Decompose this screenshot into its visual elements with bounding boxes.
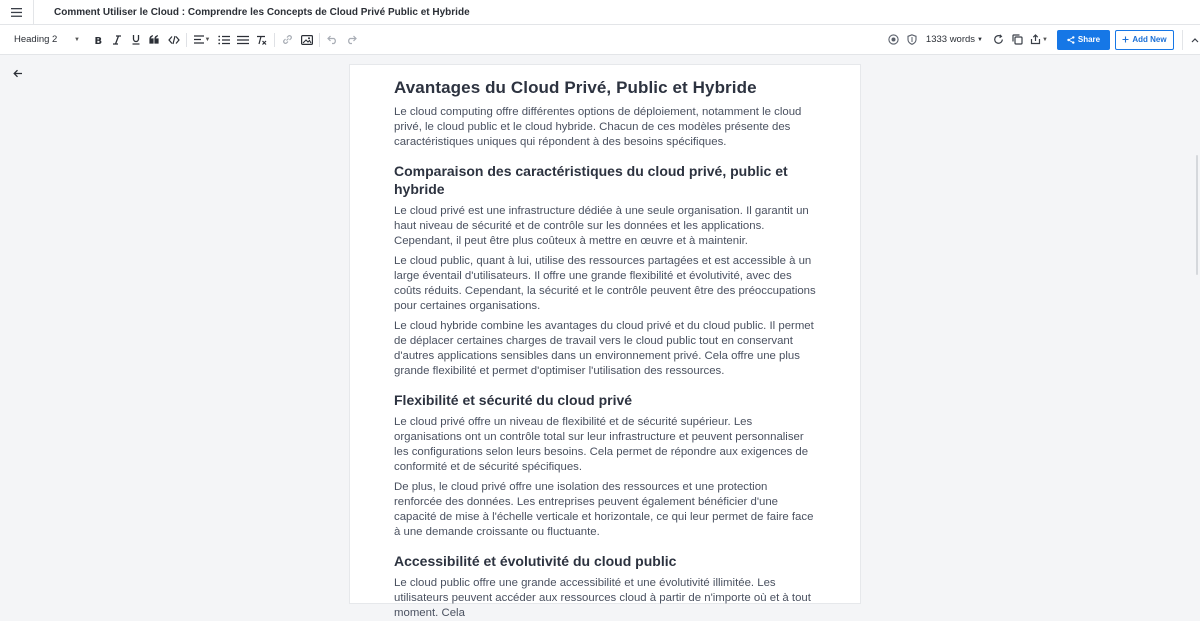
caret-down-icon: ▼ [977,36,983,43]
bold-button[interactable] [88,30,107,49]
copy-icon [1012,34,1023,45]
back-button[interactable] [10,66,26,80]
shield-icon [907,34,917,45]
quote-icon [149,35,160,44]
ordered-list-icon [218,35,230,45]
section-heading-public-cloud[interactable]: Accessibilité et évolutivité du cloud public [394,553,677,569]
editor-toolbar [0,25,1200,55]
caret-down-icon: ▼ [1042,36,1048,43]
caret-down-icon: ▼ [74,36,80,43]
section-heading-comparison[interactable]: Comparaison des caractéristiques du cloud privé, public et hybride [394,163,788,197]
collapse-toolbar-button[interactable] [1182,30,1200,50]
emoji-button[interactable] [884,30,903,49]
document-title: Comment Utiliser le Cloud : Comprendre les Concepts de Cloud Privé Public et Hybride [54,6,470,18]
document-page[interactable] [349,64,861,619]
scrollbar-thumb[interactable] [1196,155,1198,275]
caret-down-icon: ▼ [204,36,211,43]
document-heading-1[interactable]: Avantages du Cloud Privé, Public et Hybride [394,78,757,97]
shield-button[interactable] [903,30,922,49]
underline-button[interactable] [126,30,145,49]
align-dropdown[interactable] [190,30,214,49]
share-icon [1067,36,1075,44]
code-icon [168,35,180,45]
add-new-label: Add New [1132,35,1167,44]
toolbar-divider [319,33,320,47]
clear-format-button[interactable] [252,30,271,49]
intro-paragraph[interactable]: Le cloud computing offre différentes options de déploiement, notamment le cloud privé, le cloud public et le cloud hybride. Chacun de ces modèles présente des caractéristiques uniques qui répondent à des besoins spécifiques. [394,106,802,148]
undo-icon [327,35,338,44]
word-count-label: 1333 words [925,34,976,45]
section-heading-private-cloud[interactable]: Flexibilité et sécurité du cloud privé [394,392,633,408]
arrow-left-icon [13,69,23,78]
paragraph[interactable]: Le cloud privé offre un niveau de flexibilité et de sécurité supérieur. Les organisations ont un contrôle total sur leur infrastructure et peuvent personnaliser les configurations selon leurs besoins. Cela permet de répondre aux exigences de conformité et de sécurité spécifiques. [394,416,809,473]
italic-icon [112,35,122,45]
link-button[interactable] [278,30,297,49]
underline-icon [131,34,141,45]
ordered-list-button[interactable] [214,30,233,49]
redo-button[interactable] [342,30,361,49]
emoji-icon [888,34,899,45]
svg-text:B: B [94,35,102,47]
image-button[interactable] [297,30,316,49]
link-icon [282,34,293,45]
export-icon [1030,34,1041,45]
image-icon [301,35,313,45]
word-count-dropdown[interactable] [926,34,983,45]
bold-icon [93,35,103,45]
refresh-icon [993,34,1004,45]
undo-button[interactable] [323,30,342,49]
share-label: Share [1077,35,1101,44]
bullet-list-icon [237,35,249,45]
italic-button[interactable] [107,30,126,49]
plus-icon [1122,36,1129,43]
paragraph[interactable]: Le cloud privé est une infrastructure dédiée à une seule organisation. Il garantit un haut niveau de sécurité et de contrôle sur les données et les applications. Cependant, il peut être plus coûteux à mettre en œuvre et à maintenir. [394,205,809,247]
align-icon [194,35,204,44]
heading-style-value: Heading 2 [14,34,58,45]
code-button[interactable] [164,30,183,49]
heading-style-select[interactable] [14,34,80,45]
paragraph[interactable]: Le cloud hybride combine les avantages du cloud privé et du cloud public. Il permet de déplacer certaines charges de travail vers le cloud public tout en conservant d'autres applications sensibles dans un environnement privé. Cela offre une plus grande flexibilité et permet d'optimiser l'utilisation des ressources. [394,320,814,377]
clear-format-icon [256,35,267,45]
paragraph[interactable]: Le cloud public offre une grande accessibilité et une évolutivité illimitée. Les utilisateurs peuvent accéder aux ressources cloud à partir de n'importe où et à tout moment. Cela [394,577,811,619]
copy-button[interactable] [1008,30,1027,49]
hamburger-menu-button[interactable] [0,0,34,25]
chevron-up-icon [1191,37,1199,43]
toolbar-divider [186,33,187,47]
paragraph[interactable]: Le cloud public, quant à lui, utilise des ressources partagées et est accessible à un large éventail d'utilisateurs. Il offre une grande flexibilité et évolutivité, avec des coûts réduits. Cependant, la sécurité et le contrôle peuvent être des préoccupations pour certaines organisations. [394,255,816,312]
hamburger-icon [11,8,22,17]
paragraph[interactable]: De plus, le cloud privé offre une isolation des ressources et une protection renforcée des données. Les entreprises peuvent également bénéficier d'une capacité de mise à l'échelle verticale et horizontale, ce qui leur permet de faire face à une demande croissante ou fluctuante. [394,481,814,538]
export-dropdown[interactable] [1027,30,1051,49]
redo-icon [346,35,357,44]
share-button[interactable] [1057,30,1110,50]
refresh-button[interactable] [989,30,1008,49]
toolbar-divider [274,33,275,47]
add-new-button[interactable] [1115,30,1174,50]
blockquote-button[interactable] [145,30,164,49]
bullet-list-button[interactable] [233,30,252,49]
title-bar [0,0,1200,25]
